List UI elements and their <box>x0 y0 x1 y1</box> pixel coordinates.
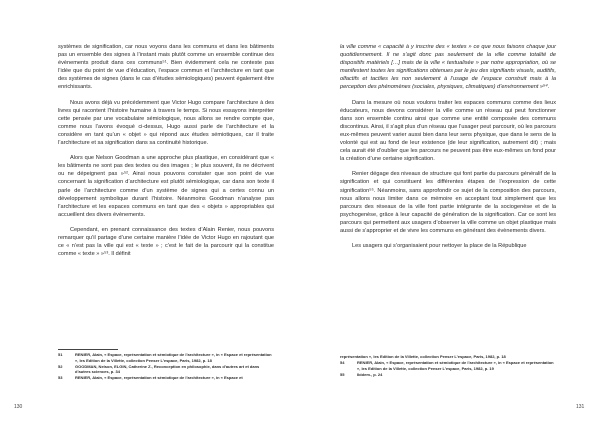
footnote <box>58 375 274 381</box>
footnote-text: représentation », les Edition de la Villette, collection Penser L’espace, Paris, 1982, p. 18 <box>340 354 506 359</box>
page-number-left: 130 <box>14 404 23 410</box>
footnote-number: 51 <box>58 352 63 357</box>
footnote-text: RENIER, Alain, « Espace, représentation et sémiotique de l’architecture », in « Espace et représentation », les Edition de la Villette, collection Penser L’espace, Paris, 1982, p. 18 <box>75 352 272 363</box>
left-paragraph-1: systèmes de signification, car nous voyons dans les communs et dans les bâtiments pas un ensemble des signes à l’instant mais plutôt comme un ensemble continue des évènements produit dans ces communs⁵¹. Bien évidemment cela ne conteste pas l’idée que du point de vue d’éducation, l’espace commun et l’architecture en tant que des systèmes de signes (dans le cas d’études sémiologiques) peuvent également être enrichissants. <box>58 44 274 91</box>
right-paragraph-1: la ville comme « capacité à y inscrire des « textes » ce que nous faisons chaque jour quotidiennement. Il ne s’agit donc pas seulement de la ville comme totalité de dispositifs matériels […] mais de la ville « textualisée » par notre appropriation, où se manifestent toutes les significations obtenues par le jeu des signifiants visuels, auditifs, olfactifs et tactiles les non seulement à l’usage de l’espace construit mais à la perception des phénomènes (sociales, physiques, climatiques) d’environnement »⁵⁴. <box>340 44 556 91</box>
footnote-text: GOODMAN, Nelson, ELGIN, Catherine Z., Reconception en philosophie, dans d’autres art et dans d’autres sciences, p. 34 <box>75 363 260 375</box>
footnote-text: RENIER, Alain, « Espace, représentation et sémiotique de l’architecture », in « Espace et représentation », les Edition de la Villette, collection Penser L’espace, Paris, 1982, p. 19 <box>357 360 554 371</box>
footnote <box>340 372 556 378</box>
right-paragraph-3: Renier dégage des niveaux de structure qui font partie du parcours généralif de la signification et qui constituent les différentes étapes de l’expression de cette signification⁵⁵. Néanmoins, sans approfondir ce sujet de la composition des parcours, nous allons nous limiter dans ce mémoire en acceptant tout simplement que les parcours des réseaux de la ville font partie intégrante de la sociogenèse et de la psychogenèse, grâce à leur capacité de génération de la signification. Car ce sont les parcours qui permettent aux usagers d’observer la ville comme un objet plastique mais aussi de s’approprier et de vivre les communs en générant des évènements divers. <box>340 171 556 234</box>
left-footnote-rule <box>58 349 118 350</box>
page-number-right: 131 <box>576 404 585 410</box>
footnote <box>340 354 556 360</box>
right-paragraph-2: Dans la mesure où nous voulons traiter les espaces communs comme des lieux éducateurs, nous devons considérer la ville comme un réseau qui peut fonctionner dans son ensemble continu ainsi que comme une entité composée des communs discontinus. Ainsi, il s’agit plus d’un réseau que l’usager peut parcourir, où les parcours eux-mêmes peuvent varier aussi bien dans leur sens physique, que dans le sens de la volonté qui est au fond de leur existence (de leur signification, autrement dit) ; mais cela aurait été d’oublier que les parcours ne peuvent pas être eux-mêmes un fond pour la création d’une certaine signification. <box>340 99 556 163</box>
footnote-number: 52 <box>58 363 63 369</box>
right-paragraph-4: Les usagers qui s’organisaient pour nettoyer la place de la République <box>352 243 527 250</box>
left-body-text <box>58 43 274 258</box>
footnote <box>58 352 274 363</box>
footnote-number: 53 <box>58 375 63 381</box>
right-body-text <box>340 43 556 250</box>
footnote-text: Ibidem., p. 24 <box>357 371 383 377</box>
footnote <box>58 364 274 375</box>
footnote-number: 55 <box>340 371 345 377</box>
left-paragraph-4: Cependant, en prenant connaissance des textes d’Alain Renier, nous pouvons remarquer qu’il partage d’une certaine manière l’idée de Victor Hugo en rajoutant que ce « n’est pas la ville qui est « texte » ; c’est le fait de la parcourir qui la constitue comme « texte » »⁵³. Il définit <box>58 226 274 258</box>
footnote-text: RENIER, Alain, « Espace, représentation et sémiotique de l’architecture », in « Espace et <box>75 375 243 381</box>
footnote <box>340 360 556 371</box>
left-paragraph-2: Nous avons déjà vu précédemment que Victor Hugo compare l’architecture à des livres qui racontent l’histoire humaine à travers le temps. Si nous essayons interpréter cette pensée par une vocabulaire sémiologique, nous allons se rendre compte que, comme nous l’avons évoqué ci-dessus, Hugo aussi parle de l’architecture et la considère en tant qu’un « objet » qui répond aux études sémiotiques, car il traite l’architecture et sa signification dans sa continuité historique. <box>58 99 274 147</box>
left-paragraph-3: Alors que Nelson Goodman a une approche plus plastique, en considérant que « les bâtiments ne sont pas des textes ou des images ; le plus souvent, ils ne décrivent ou ne dépeignent pas »⁵². Ainsi nous pouvons constater que son point de vue concernant la signification d’architecture est plutôt sémiologique, car dans son texte il parle de l’architecture comme d’un système de signes qui a certes connu un développement symbolique durant l’histoire. Néanmoins Goodman n’analyse pas l’architecture et les espaces communs en tant que des « objets » appropriables qui accueillent des divers évènements. <box>58 155 274 218</box>
right-footnotes <box>340 354 556 378</box>
left-footnotes <box>58 352 274 381</box>
footnote-number: 54 <box>340 360 345 366</box>
